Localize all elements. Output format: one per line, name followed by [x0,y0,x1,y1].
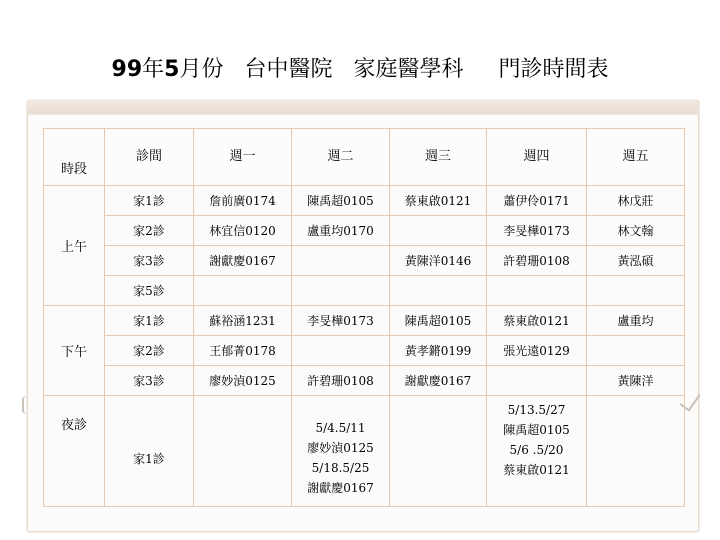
schedule-cell: 廖妙湞0125 [194,366,292,396]
header-day-wed: 週三 [390,129,487,186]
schedule-cell: 李旻樺0173 [292,306,390,336]
session-label-night: 夜診 [44,396,105,507]
schedule-cell [390,396,487,507]
schedule-cell: 林宜信0120 [194,216,292,246]
schedule-cell: 陳禹超0105 [292,186,390,216]
schedule-cell [292,336,390,366]
schedule-cell [194,276,292,306]
night-tue-line: 廖妙湞0125 [307,441,374,455]
schedule-table [43,128,685,507]
header-clinic: 診間 [105,129,194,186]
header-row [44,129,685,186]
schedule-cell [390,216,487,246]
session-label-afternoon: 下午 [44,306,105,396]
page-title [0,52,720,83]
schedule-cell [292,276,390,306]
schedule-cell: 蔡東啟0121 [487,306,587,336]
schedule-cell [292,246,390,276]
night-tue-line: 5/4.5/11 [315,421,366,435]
schedule-cell: 林文翰 [587,216,685,246]
schedule-cell [194,396,292,507]
table-row [44,366,685,396]
clinic-cell: 家2診 [105,216,194,246]
schedule-cell: 謝獻慶0167 [390,366,487,396]
title-month-num: 5 [164,57,180,82]
decorative-curl-left [22,396,32,414]
header-slot: 時段 [44,129,105,186]
schedule-cell: 蕭伊伶0171 [487,186,587,216]
schedule-cell: 蘇裕涵1231 [194,306,292,336]
title-month-char: 月份 [179,57,224,82]
clinic-cell: 家2診 [105,336,194,366]
header-day-thu: 週四 [487,129,587,186]
schedule-cell [587,276,685,306]
header-day-tue: 週二 [292,129,390,186]
title-doc-name: 門診時間表 [498,57,609,82]
schedule-cell [487,366,587,396]
night-thu-line: 5/6 .5/20 [509,443,564,457]
schedule-cell: 許碧珊0108 [487,246,587,276]
schedule-cell [587,336,685,366]
title-hospital: 台中醫院 [244,57,333,82]
schedule-cell: 林戊莊 [587,186,685,216]
table-row [44,216,685,246]
header-day-mon: 週一 [194,129,292,186]
night-tue-cell [292,396,390,507]
schedule-cell: 蔡東啟0121 [390,186,487,216]
title-department: 家庭醫學科 [353,57,464,82]
night-tue-line: 5/18.5/25 [311,461,370,475]
table-row [44,276,685,306]
title-year-num: 99 [111,57,143,82]
table-row-night [44,396,685,507]
schedule-cell: 盧重均0170 [292,216,390,246]
schedule-cell: 黃泓碩 [587,246,685,276]
table-row [44,186,685,216]
schedule-cell [587,396,685,507]
table-row [44,306,685,336]
session-label-morning: 上午 [44,186,105,306]
clinic-cell: 家1診 [105,396,194,507]
table-row [44,246,685,276]
night-tue-line: 謝獻慶0167 [307,481,374,495]
schedule-cell: 張光遠0129 [487,336,587,366]
clinic-cell: 家1診 [105,186,194,216]
schedule-cell: 黃陳洋0146 [390,246,487,276]
schedule-cell: 黃孝鏘0199 [390,336,487,366]
schedule-cell: 陳禹超0105 [390,306,487,336]
table-row [44,336,685,366]
schedule-cell: 許碧珊0108 [292,366,390,396]
clinic-cell: 家3診 [105,366,194,396]
night-thu-line: 蔡東啟0121 [503,463,570,477]
schedule-cell: 李旻樺0173 [487,216,587,246]
schedule-cell [390,276,487,306]
header-day-fri: 週五 [587,129,685,186]
schedule-cell: 詹前廣0174 [194,186,292,216]
clinic-cell: 家3診 [105,246,194,276]
schedule-cell: 謝獻慶0167 [194,246,292,276]
schedule-cell: 黃陳洋 [587,366,685,396]
frame-top-strip [27,100,697,114]
night-thu-cell [487,396,587,507]
night-thu-line: 陳禹超0105 [503,423,570,437]
night-thu-line: 5/13.5/27 [507,403,566,417]
clinic-cell: 家1診 [105,306,194,336]
title-year-char: 年 [142,57,165,82]
schedule-cell: 盧重均 [587,306,685,336]
clinic-cell: 家5診 [105,276,194,306]
schedule-cell: 王郁菁0178 [194,336,292,366]
schedule-cell [487,276,587,306]
